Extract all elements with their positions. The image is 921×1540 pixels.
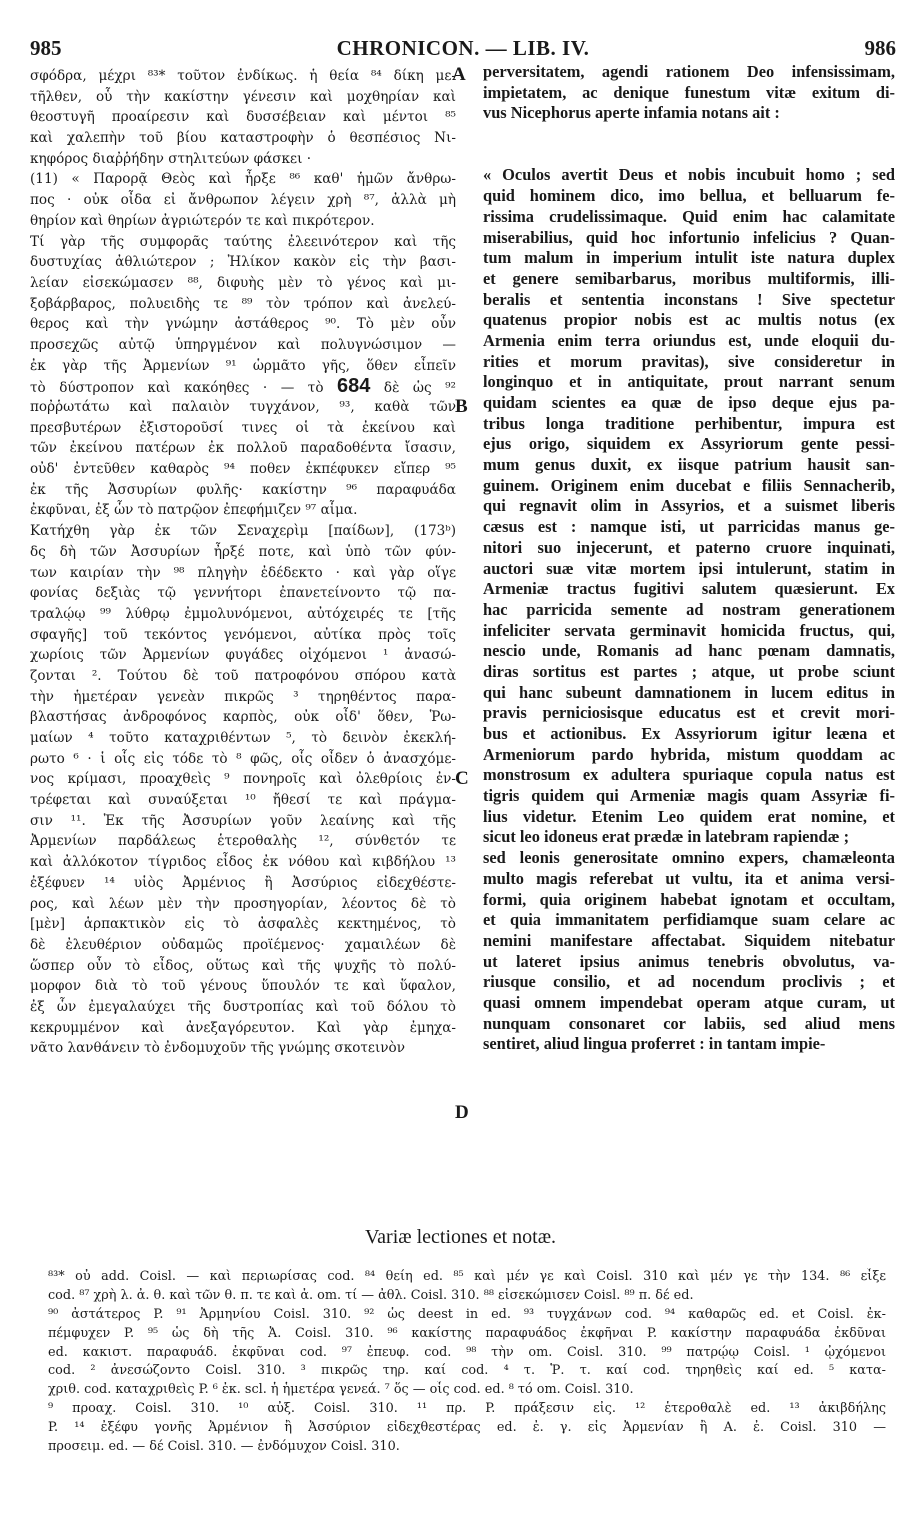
latin-text-line: guinem. Originem enim ducebat e filiis Sennacherib,	[483, 475, 895, 495]
greek-text-line: βλαστήσας ἀνδροφόνος καρπὸς, οὐκ οἶδ' ὅθεν, Ῥω-	[30, 709, 456, 726]
greek-text-line: δὲ ἐλευθέριον οὐδαμῶς προϊέμενος· χαμαιλέων δὲ	[30, 936, 456, 953]
latin-text-line: mum genus duxit, ex iisque patrium hausit san-	[483, 455, 895, 475]
greek-text-line: οὐδ' ἐντεῦθεν καθαρὸς ⁹⁴ ποθεν ἐκπέφυκεν εἴπερ ⁹⁵	[30, 461, 456, 478]
greek-text-line: τραλῴῳ ⁹⁹ λύθρῳ ἐμμολυνόμενοι, αὐτόχειρές τε [τῆς	[30, 605, 456, 622]
greek-text-line: Ἀρμενίων παρδάλεως ἑτεροθαλὴς ¹², σύνθετόν τε	[30, 833, 456, 850]
latin-text-line: rissima crudelissimaque. Quid enim hac calamitate	[483, 206, 895, 226]
greek-text-line: ρωτο ⁶ · ἱ οἷς εἰς τόδε τὸ ⁸ φῶς, οἷς οἶδεν ὁ ἀνασχόμε-	[30, 750, 456, 767]
latin-text-line: sicut leo idoneus erat prædæ in latebram rapiendæ ;	[483, 827, 850, 847]
greek-text-line: δυστυχίας ἀθλιώτερον ; Ἠλίκον κακὸν εἰς τὴν βασι-	[30, 254, 456, 271]
greek-text-line: (11) « Παρορᾷ Θεὸς καὶ ἦρξε ⁸⁶ καθ' ἡμῶν ἄνθρω-	[30, 171, 456, 188]
latin-text-line: et genere semibarbarus, moribus multiformis, illi-	[483, 268, 895, 288]
greek-text-line: τὴν ἡμετέραν γενεὰν πικρῶς ³ τηρηθέντος παρα-	[30, 688, 456, 705]
latin-text-line: qui hanc subeunt damnationem in lucem editus in	[483, 682, 895, 702]
latin-text-line: ejus origo, siquidem ex Assyriorum gente pessi-	[483, 434, 895, 454]
latin-text-line: Armeniæ tractus fugitivi salutem quæsierunt. Ex	[483, 579, 895, 599]
note-line: ⁹⁰ ἀστάτερος P. ⁹¹ Ἀρμηνίου Coisl. 310. ⁹² ὡς deest in ed. ⁹³ τυγχάνων cod. ⁹⁴ καθαρῶς ed. et Coisl. ἐκ-	[48, 1306, 886, 1322]
latin-text-line: longinquo et in antiquitate, prout narrant senum	[483, 372, 895, 392]
latin-text-line: nescio unde, Romanis ad hanc pœnam damnatis,	[483, 641, 895, 661]
note-line: πέμφυχεν P. ⁹⁵ ὡς δὴ τῆς Ἀ. Coisl. 310. ⁹⁶ κακίστης παραφυάδος ἐκφῆναι P. κακίστην παραφυάδα ἐκδῦναι	[48, 1325, 886, 1341]
latin-text-line: diras sortitus est partes ; atque, ut probe sciunt	[483, 661, 895, 681]
latin-text-line: sentiret, aliud lingua proferret : in tantam impie-	[483, 1034, 826, 1054]
greek-text-line: ἐκφῦναι, ἐξ ὧν τὸ πατρῷον ἐπεφήμιζεν ⁹⁷ αἷμα.	[30, 502, 358, 519]
greek-text-line: τρέφεται καὶ συναύξεται ¹⁰ ἤθεσί τε καὶ πράγμα-	[30, 792, 456, 809]
note-line: cod. ⁸⁷ χρὴ λ. ἀ. θ. καὶ τῶν θ. π. τε καὶ ἀ. om. τί — ἀθλ. Coisl. 310. ⁸⁸ εἰσεκώμισεν Coisl. ⁸⁹ π. δέ ed.	[48, 1287, 694, 1303]
greek-text-line: τῆλθεν, οὗ τὴν κακίστην γένεσιν καὶ μοχθηρίαν καὶ	[30, 88, 456, 105]
greek-text-line: Τί γὰρ τῆς συμφορᾶς ταύτης ἐλεεινότερον καὶ τῆς	[30, 233, 456, 250]
latin-text-line: tum malum in imperium intulit iste natura duplex	[483, 248, 895, 268]
latin-text-line: riusque consilio, et ad nocendum proclivis ; et	[483, 972, 895, 992]
latin-text-line: Armeniorum pardo hybrida, mistum quoddam ac	[483, 744, 895, 764]
margin-marker-a: A	[452, 64, 466, 85]
latin-text-line: « Oculos avertit Deus et nobis incubuit homo ; sed	[483, 165, 895, 185]
greek-text-line: Κατήχθη γὰρ ἐκ τῶν Σεναχερὶμ [παίδων], (173ᵇ)	[30, 523, 456, 540]
greek-text-line: ξοβάρβαρος, πολυειδὴς τε ⁸⁹ τὸν τρόπον καὶ ἀνελεύ-	[30, 295, 456, 312]
notes-heading: Variæ lectiones et notæ.	[364, 1226, 557, 1248]
greek-text-line: θηρίον καὶ θηρίων ἀγριώτερόν τε καὶ πικρότερον.	[30, 212, 375, 229]
page-number-right: 986	[864, 36, 896, 60]
latin-text-line: formi, quia originem habebat ignotam et occultam,	[483, 889, 895, 909]
greek-text-line: ἐξ ὧν ἐμεγαλαύχει τῆς δυστροπίας καὶ τοῦ δόλου τὸ	[30, 998, 456, 1015]
greek-text-line: κηφόρος διαῤῥήδην στηλιτεύων φάσκει ·	[30, 150, 312, 167]
greek-text-line: λείαν εἰσεκώμασεν ⁸⁸, διφυὴς μὲν τὸ γένος καὶ μι-	[30, 274, 456, 291]
latin-text-column	[483, 62, 895, 1055]
latin-text-line: perversitatem, agendi rationem Deo infensissimam,	[483, 62, 895, 81]
greek-text-line: θερος καὶ τὴν γνώμην ἀστάθερος ⁹⁰. Τὸ μὲν οὖν	[30, 316, 456, 333]
greek-text-line: σφαγῆς] τοῦ τεκόντος γενόμενοι, αὐτίκα πρὸς τοῖς	[30, 626, 456, 643]
latin-text-line: cæsus est : namque isti, ut parricidas manus ge-	[483, 517, 895, 537]
greek-text-column	[30, 66, 456, 1059]
variant-readings-notes	[48, 1268, 886, 1457]
greek-text-line: χωρίοις τῶν Ἀρμενίων φυγάδες οἰχόμενοι ¹ ἀνασώ-	[30, 647, 456, 664]
latin-text-line: infeliciter servata germinavit homicida fructus, qui,	[483, 620, 895, 640]
latin-text-line: tribus longa traditione perhibentur, impura est	[483, 413, 895, 433]
greek-text-line: ὥσπερ οὖν τὸ εἶδος, οὕτως καὶ τῆς ψυχῆς τὸ πολύ-	[30, 957, 456, 974]
note-line: χριθ. cod. καταχριθεὶς P. ⁶ ἐκ. scl. ἡ ἡμετέρα γενεά. ⁷ ὅς — οἷς cod. ed. ⁸ τό om. Coisl. 310.	[48, 1382, 634, 1398]
greek-text-line: ποῤῥωτάτω καὶ παλαιὸν τυγχάνον, ⁹³, καθὰ τῶν	[30, 399, 456, 415]
latin-text-line: multo magis referebat ut vultu, ita et anima versi-	[483, 868, 895, 888]
margin-marker-c: C	[455, 768, 469, 789]
greek-text-line: [μὲν] ἁρπακτικὸν εἰς τὸ ἀσφαλὲς κεκτημένος, τὸ	[30, 916, 456, 933]
greek-text-line: φονίας δεξιὰς τῷ γεννήτορι ἐπανετείνοντο τῷ πα-	[30, 585, 456, 602]
latin-text-line: sed leonis generositate omnino expers, chamæleonta	[483, 848, 895, 868]
latin-text-line: lius videtur. Etenim Leo quidem erat nomine, et	[483, 806, 895, 826]
greek-text-line: πρεσβυτέρων ἐξιστοροῦσί τινες οἱ τὰ ἐκείνου καὶ	[30, 419, 456, 436]
latin-text-line: nunquam consonaret cor labiis, sed aliud mens	[483, 1013, 895, 1033]
latin-text-line: rities et morum pravitas), sive consideretur in	[483, 351, 895, 371]
greek-text-line: καὶ χαλεπὴν τοῦ βίου καταστροφὴν ὁ θεσπέσιος Νι-	[30, 130, 456, 147]
greek-text-line: πος · οὐκ οἶδα εἰ ἄνθρωπον λέγειν χρὴ ⁸⁷, ἀλλὰ μὴ	[30, 192, 456, 209]
greek-text-line: ἐξέφυεν ¹⁴ υἱὸς Ἀρμένιος ἢ Ἀσσύριος εἰδεχθέστε-	[30, 874, 456, 891]
latin-text-line: impietatem, ac denique funestum vitæ exitum di-	[483, 82, 895, 102]
note-line: προσειμ. ed. — δέ Coisl. 310. — ἐνδόμυχον Coisl. 310.	[48, 1439, 400, 1455]
latin-text-line	[483, 145, 895, 166]
greek-text-line: τῶν ἐκείνου πατέρων ἐκ πολλοῦ παραδοθέντα ἴσασιν,	[30, 440, 456, 457]
greek-text-line: ζονται ². Τούτου δὲ τοῦ πατροφόνου σπόρου κατὰ	[30, 667, 456, 684]
greek-text-line: κεκρυμμένον καὶ ἀνεξαγόρευτον. Καὶ γὰρ ἐμηχα-	[30, 1019, 456, 1036]
latin-text-line: monstrosum ex adultera spuriaque copula natus est	[483, 765, 895, 785]
note-line: ed. κακιστ. παραφυάδ. ἐκφῦναι cod. ⁹⁷ ἐπευφ. cod. ⁹⁸ τὴν om. Coisl. 310. ⁹⁹ πατρῴῳ Coisl. ¹ ᾠχόμενοι	[48, 1344, 886, 1360]
greek-text-line: δς δὴ τῶν Ἀσσυρίων ἦρξέ ποτε, καὶ ὑπὸ τῶν φύν-	[30, 543, 456, 560]
greek-text-line: ρος, καὶ λέων μὲν τὴν προσηγορίαν, λέοντος δὲ τὸ	[30, 895, 456, 912]
latin-text-line: Armenia enim terra oriundus est, unde eloquii du-	[483, 330, 895, 350]
latin-text-line: beralis et sententia inconstans ! Sive spectetur	[483, 289, 895, 309]
latin-text-line	[483, 124, 895, 145]
latin-text-line: bus et actionibus. Ex Assyriorum igitur leæna et	[483, 724, 895, 743]
running-title: CHRONICON. — LIB. IV.	[336, 36, 590, 60]
latin-text-line: quid hominem dico, imo bellua, et belluarum fe-	[483, 186, 895, 206]
greek-text-line: καὶ ἀλλόκοτον τίγριδος εἶδος ἐκ νόθου καὶ κιβδήλου ¹³	[30, 854, 456, 871]
latin-text-line: hac parricida semente ad nostram generationem	[483, 599, 895, 619]
greek-text-line: ἐκ γὰρ τῆς Ἀρμενίων ⁹¹ ὡρμᾶτο γῆς, ὅθεν εἶπεῖν	[30, 357, 456, 374]
note-line: cod. ² ἀνεσώζοντο Coisl. 310. ³ πικρῶς τηρ. καί cod. ⁴ τ. Ῥ. τ. καί cod. τηρηθεὶς καί ed. ⁵ κατα-	[48, 1363, 886, 1379]
latin-text-line: quasi omnem impendebat operam atque curam, ut	[483, 992, 895, 1012]
latin-text-line: vus Nicephorus aperte infamia notans ait :	[483, 103, 780, 123]
greek-text-line: μορφον διὰ τὸ τοῦ γένους ὕπουλόν τε καὶ ὕφαλον,	[30, 978, 456, 995]
greek-text-line: των καιρίαν τὴν ⁹⁸ πληγὴν ἐδέδεκτο · καὶ γὰρ οἵγε	[30, 564, 456, 581]
latin-text-line: et quia immanitatem perfidiamque suam celare ac	[483, 910, 895, 930]
latin-text-line: pravis perniciosisque educatus est et crevit mori-	[483, 703, 895, 723]
note-line: ⁸³* οὐ add. Coisl. — καὶ περιωρίσας cod. ⁸⁴ θείη ed. ⁸⁵ καὶ μέν γε καὶ Coisl. 310 καὶ μέν γε τὴν 134. ⁸⁶ εἶξε	[48, 1269, 886, 1284]
latin-text-line: tigris quidem qui Armeniæ magis quam Assyriæ fi-	[483, 786, 895, 806]
latin-text-line: nitori suo injecerunt, et paterno cruore inquinati,	[483, 537, 895, 557]
latin-text-line: quatenus propior nobis est ac multis notus (ex	[483, 310, 895, 330]
greek-text-line: σιν ¹¹. Ἐκ τῆς Ἀσσυρίων γοῦν λεαίνης καὶ τῆς	[30, 812, 456, 829]
page-number-left: 985	[30, 36, 62, 60]
note-line: ⁹ προαχ. Coisl. 310. ¹⁰ αὐξ. Coisl. 310. ¹¹ πρ. P. πράξεσιν εἰς. ¹² ἑτεροθαλὲ ed. ¹³ ἀκιβδήλης	[48, 1401, 886, 1417]
greek-text-line: νᾶτο λανθάνειν τὸ ἐνδομυχοῦν τῆς γνώμης σκοτεινὸν	[30, 1040, 405, 1057]
latin-text-line: qui regnavit olim in Assyrios, et a suismet liberis	[483, 496, 895, 516]
greek-text-line: ἐκ τῆς Ἀσσυρίων φυλῆς· κακίστην ⁹⁶ παραφυάδα	[30, 481, 456, 498]
latin-text-line: nemini manifestare affectabat. Siquidem nitebatur	[483, 930, 895, 950]
greek-text-line: προσεχῶς αὐτῷ ὑπηργμένον καὶ πολυγνώσιμον —	[30, 336, 456, 353]
latin-text-line: auctori suæ vitæ mortem ipsi intulerunt, statim in	[483, 558, 895, 578]
margin-marker-b: B	[455, 396, 468, 417]
greek-text-line: μαίων ⁴ τοῦτο καταχριθέντων ⁵, τὸ δεινὸν ἐκεκλή-	[30, 730, 456, 746]
column-number: 684	[337, 376, 371, 397]
greek-text-line: σφόδρα, μέχρι ⁸³* τοῦτον ἐνδίκως. ἡ θεία ⁸⁴ δίκη με-	[30, 68, 456, 84]
margin-marker-d: D	[455, 1102, 469, 1123]
latin-text-line: ut lateret ipsius animus tenebris obvolutus, va-	[483, 951, 895, 971]
greek-text-line: θεοστυγῆ προαίρεσιν καὶ δυσσέβειαν καὶ μέντοι ⁸⁵	[30, 109, 456, 126]
greek-text-line: νος κρίμασι, προαχθεὶς ⁹ πονηροῖς καὶ ὀλεθρίοις ἐν-	[30, 771, 456, 788]
greek-text-line: τὸ δύστροπον καὶ κακόηθες · — τὸ 684 δὲ ὡς ⁹²	[30, 376, 456, 397]
note-line: P. ¹⁴ ἐξέφυ γονῆς Ἀρμένιον ἢ Ἀσσύριον εἰδεχθεστέρας ed. ἐ. γ. εἰς Ἀρμενίαν ἢ Α. ἐ. Coisl. 310 —	[48, 1420, 886, 1436]
latin-text-line: miserabilius, quid hoc infortunio infelicius ? Quan-	[483, 227, 895, 247]
latin-text-line: quidam scientes ea quæ de ipso deque ejus pa-	[483, 393, 895, 412]
